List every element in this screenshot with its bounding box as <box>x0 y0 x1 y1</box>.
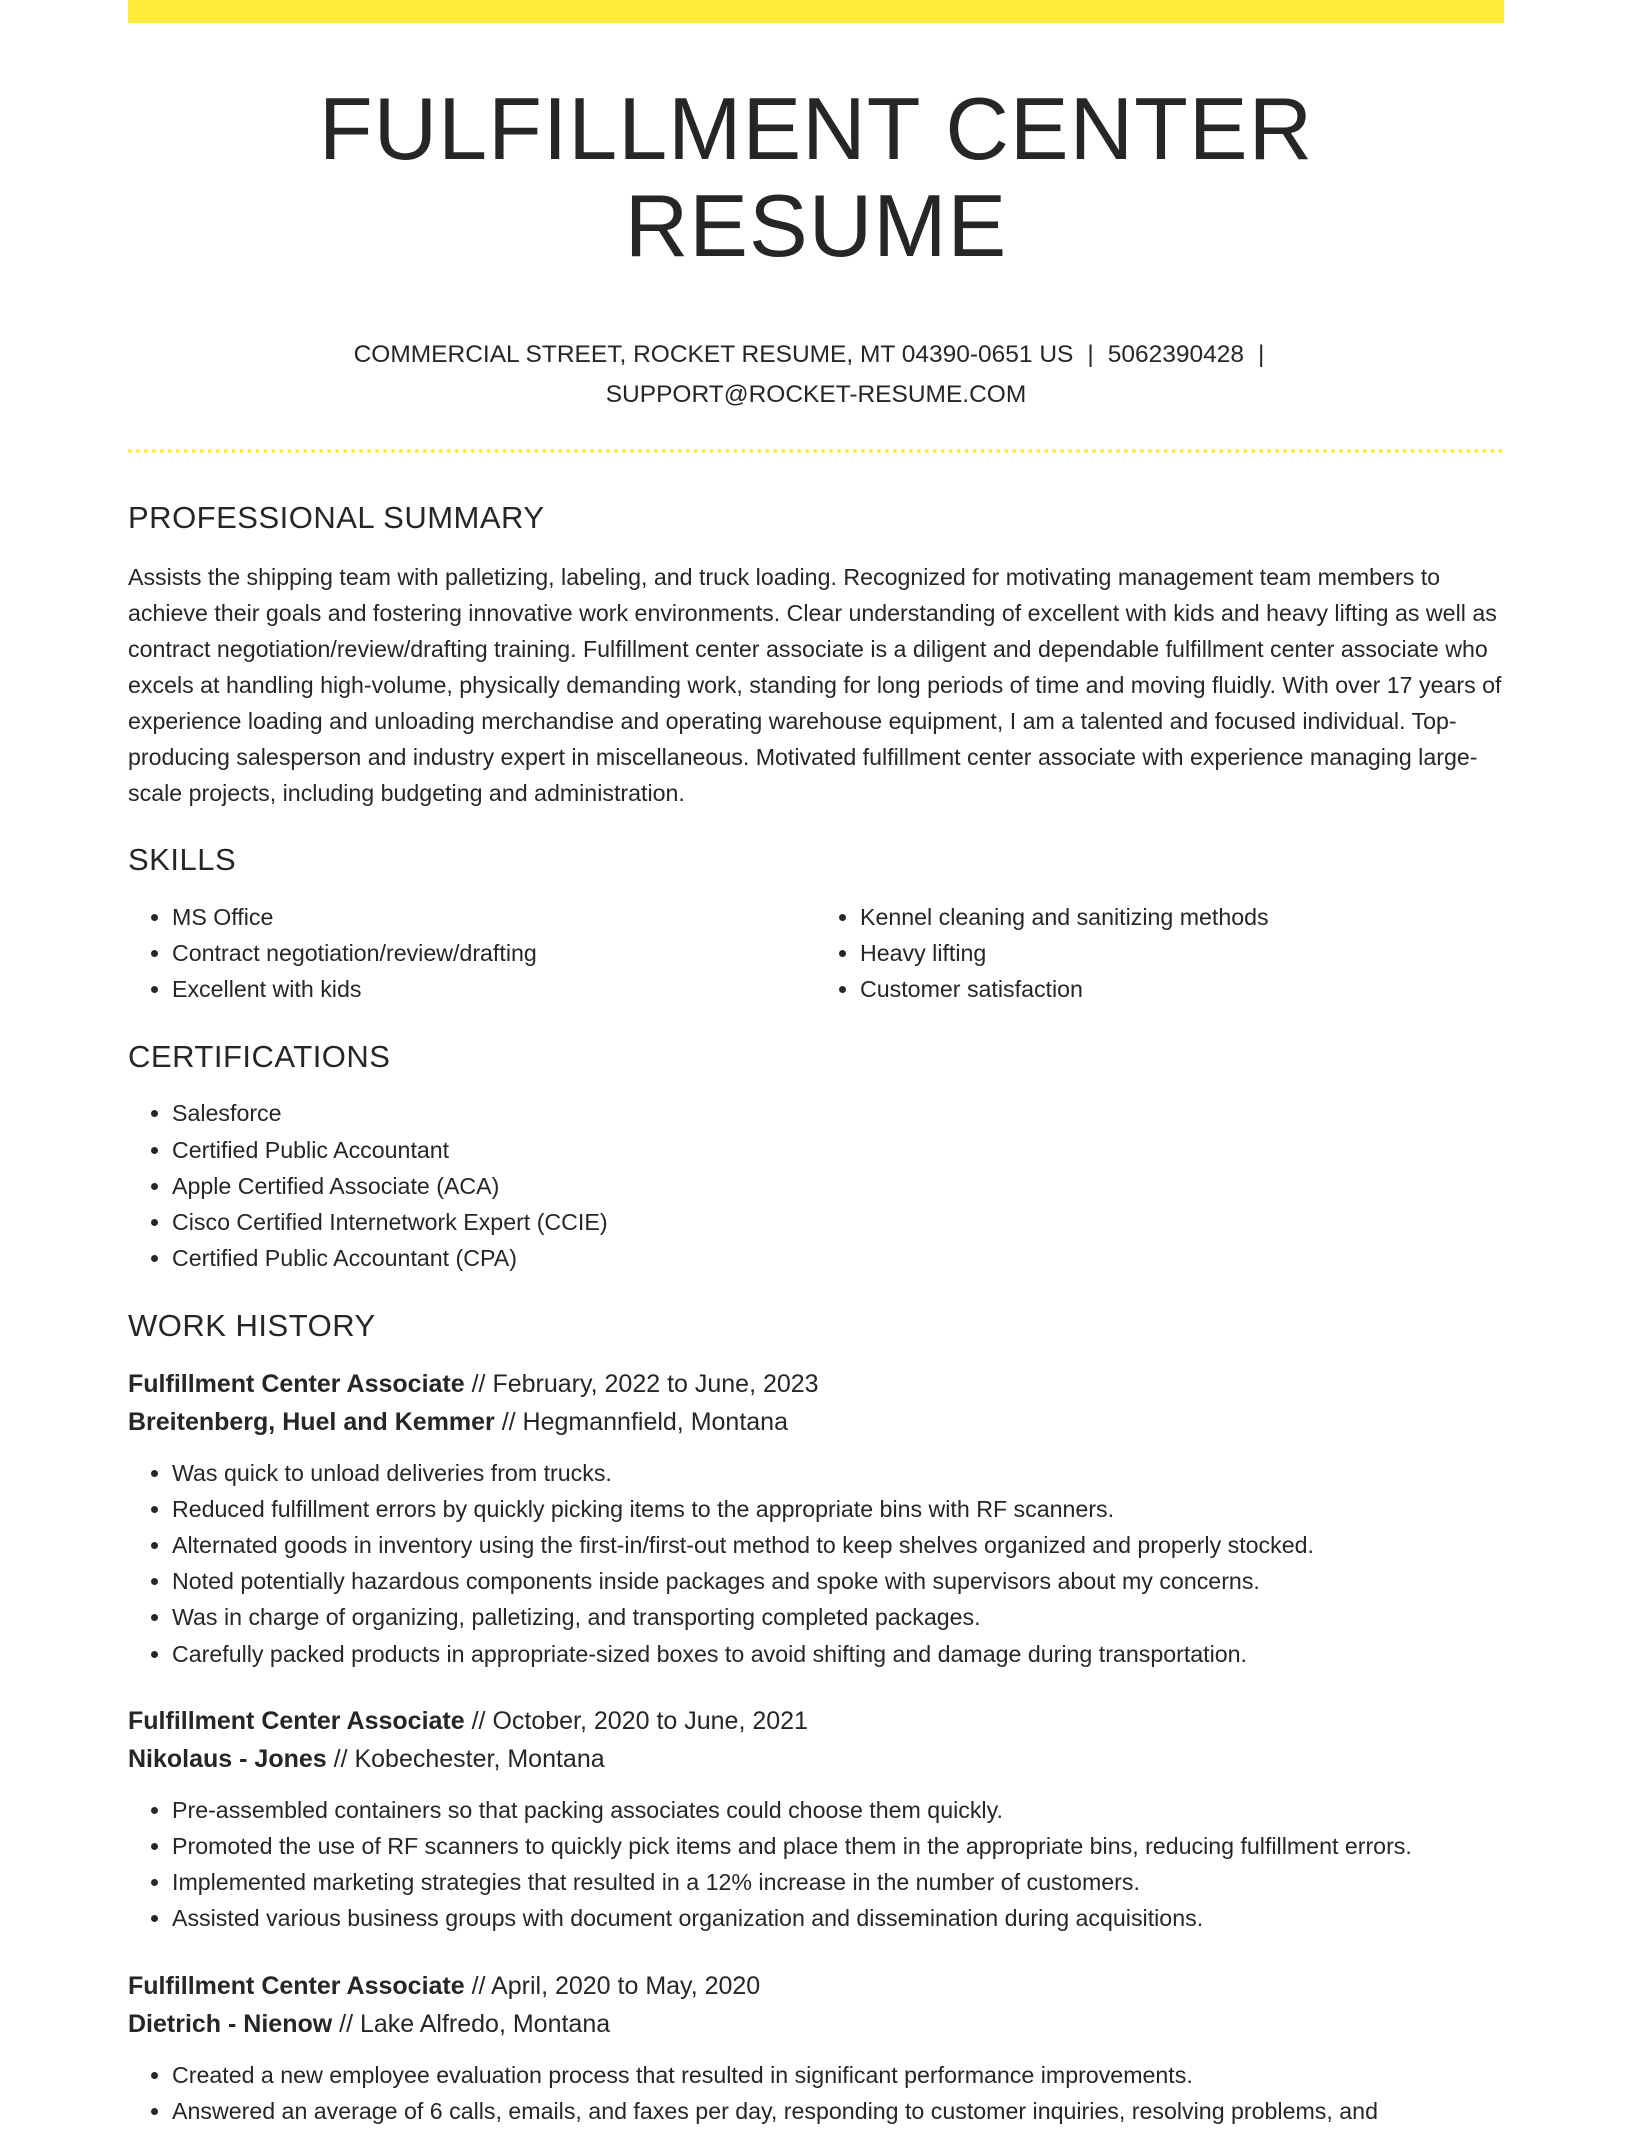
job-bullets <box>128 1792 1504 1937</box>
job-role: Fulfillment Center Associate <box>128 1369 465 1398</box>
skill-item: • Contract negotiation/review/drafting <box>172 935 816 971</box>
job-bullet: • Answered an average of 6 calls, emails, and faxes per day, responding to customer inquiries, resolving problems, and <box>172 2093 1504 2129</box>
job-bullets <box>128 2057 1504 2129</box>
certification-item: • Certified Public Accountant (CPA) <box>172 1240 1504 1276</box>
resume-title: FULFILLMENT CENTER RESUME <box>318 79 1314 275</box>
skill-item: • Excellent with kids <box>172 971 816 1007</box>
job-company-line <box>128 1403 1504 1441</box>
skill-item: • Heavy lifting <box>860 935 1504 971</box>
job-company-line <box>128 1740 1504 1778</box>
job-location: // Lake Alfredo, Montana <box>332 2009 611 2038</box>
job-bullet: • Implemented marketing strategies that resulted in a 12% increase in the number of customers. <box>172 1864 1504 1900</box>
certifications-list <box>128 1095 1504 1276</box>
job-bullet: • Was quick to unload deliveries from trucks. <box>172 1455 1504 1491</box>
contact-line-1 <box>128 335 1504 375</box>
job-title-line <box>128 1967 1504 2005</box>
contact-info <box>128 335 1504 415</box>
job-company: Breitenberg, Huel and Kemmer <box>128 1407 495 1436</box>
job-dates: // February, 2022 to June, 2023 <box>464 1369 819 1398</box>
job-location: // Hegmannfield, Montana <box>494 1407 788 1436</box>
address: COMMERCIAL STREET, ROCKET RESUME, MT 04390-0651 US <box>353 340 1074 368</box>
skills-list <box>128 899 1504 1008</box>
job-bullet: • Noted potentially hazardous components inside packages and spoke with supervisors about my concerns. <box>172 1563 1504 1599</box>
phone: 5062390428 <box>1107 340 1245 368</box>
job-dates: // April, 2020 to May, 2020 <box>464 1971 761 2000</box>
job-bullet: • Reduced fulfillment errors by quickly picking items to the appropriate bins with RF scanners. <box>172 1491 1504 1527</box>
job-company-line <box>128 2005 1504 2043</box>
certifications-heading: CERTIFICATIONS <box>128 1039 391 1075</box>
job-bullet: • Promoted the use of RF scanners to quickly pick items and place them in the appropriate bins, reducing fulfillment errors. <box>172 1828 1504 1864</box>
certification-item: • Salesforce <box>172 1095 1504 1131</box>
job-title-line <box>128 1702 1504 1740</box>
skills-column-right <box>816 899 1504 1008</box>
job-entry <box>128 1967 1504 2129</box>
skills-heading: SKILLS <box>128 842 237 878</box>
skill-item: • Kennel cleaning and sanitizing methods <box>860 899 1504 935</box>
job-role: Fulfillment Center Associate <box>128 1971 465 2000</box>
job-bullet: • Created a new employee evaluation process that resulted in significant performance improvements. <box>172 2057 1504 2093</box>
job-role: Fulfillment Center Associate <box>128 1706 465 1735</box>
accent-bar <box>128 0 1504 23</box>
skill-item: • MS Office <box>172 899 816 935</box>
job-bullet: • Pre-assembled containers so that packing associates could choose them quickly. <box>172 1792 1504 1828</box>
job-entry <box>128 1702 1504 1937</box>
certification-item: • Apple Certified Associate (ACA) <box>172 1168 1504 1204</box>
separator: | <box>1087 340 1094 368</box>
summary-text: Assists the shipping team with palletizing, labeling, and truck loading. Recognized for motivating management team members to achieve their goals and fostering innovative work environments. Clear understanding of excellent with kids and heavy lifting as well as contract negotiation/review/drafting training. Fulfillment center associate is a diligent and dependable fulfillment center associate who excels at handling high-volume, physically demanding work, standing for long periods of time and moving fluidly. With over 17 years of experience loading and unloading merchandise and operating warehouse equipment, I am a talented and focused individual. Top-producing salesperson and industry expert in miscellaneous. Motivated fulfillment center associate with experience managing large-scale projects, including budgeting and administration. <box>128 563 1502 807</box>
dotted-divider <box>128 449 1504 453</box>
job-company: Nikolaus - Jones <box>128 1744 327 1773</box>
certification-item: • Certified Public Accountant <box>172 1132 1504 1168</box>
job-bullet: • Carefully packed products in appropriate-sized boxes to avoid shifting and damage during transportation. <box>172 1636 1504 1672</box>
separator: | <box>1258 340 1265 368</box>
certification-item: • Cisco Certified Internetwork Expert (CCIE) <box>172 1204 1504 1240</box>
job-company: Dietrich - Nienow <box>128 2009 333 2038</box>
job-entry <box>128 1365 1504 1672</box>
work-history-heading: WORK HISTORY <box>128 1308 376 1344</box>
job-title-line <box>128 1365 1504 1403</box>
job-location: // Kobechester, Montana <box>326 1744 605 1773</box>
job-bullet: • Alternated goods in inventory using the first-in/first-out method to keep shelves organized and properly stocked. <box>172 1527 1504 1563</box>
summary-heading: PROFESSIONAL SUMMARY <box>128 499 545 535</box>
job-bullet: • Assisted various business groups with document organization and dissemination during acquisitions. <box>172 1900 1504 1936</box>
resume-page <box>128 0 1504 2129</box>
contact-line-2 <box>128 375 1504 415</box>
job-bullet: • Was in charge of organizing, palletizing, and transporting completed packages. <box>172 1599 1504 1635</box>
job-dates: // October, 2020 to June, 2021 <box>464 1706 808 1735</box>
skills-column-left <box>128 899 816 1008</box>
skill-item: • Customer satisfaction <box>860 971 1504 1007</box>
job-bullets <box>128 1455 1504 1672</box>
email: SUPPORT@ROCKET-RESUME.COM <box>605 380 1027 408</box>
